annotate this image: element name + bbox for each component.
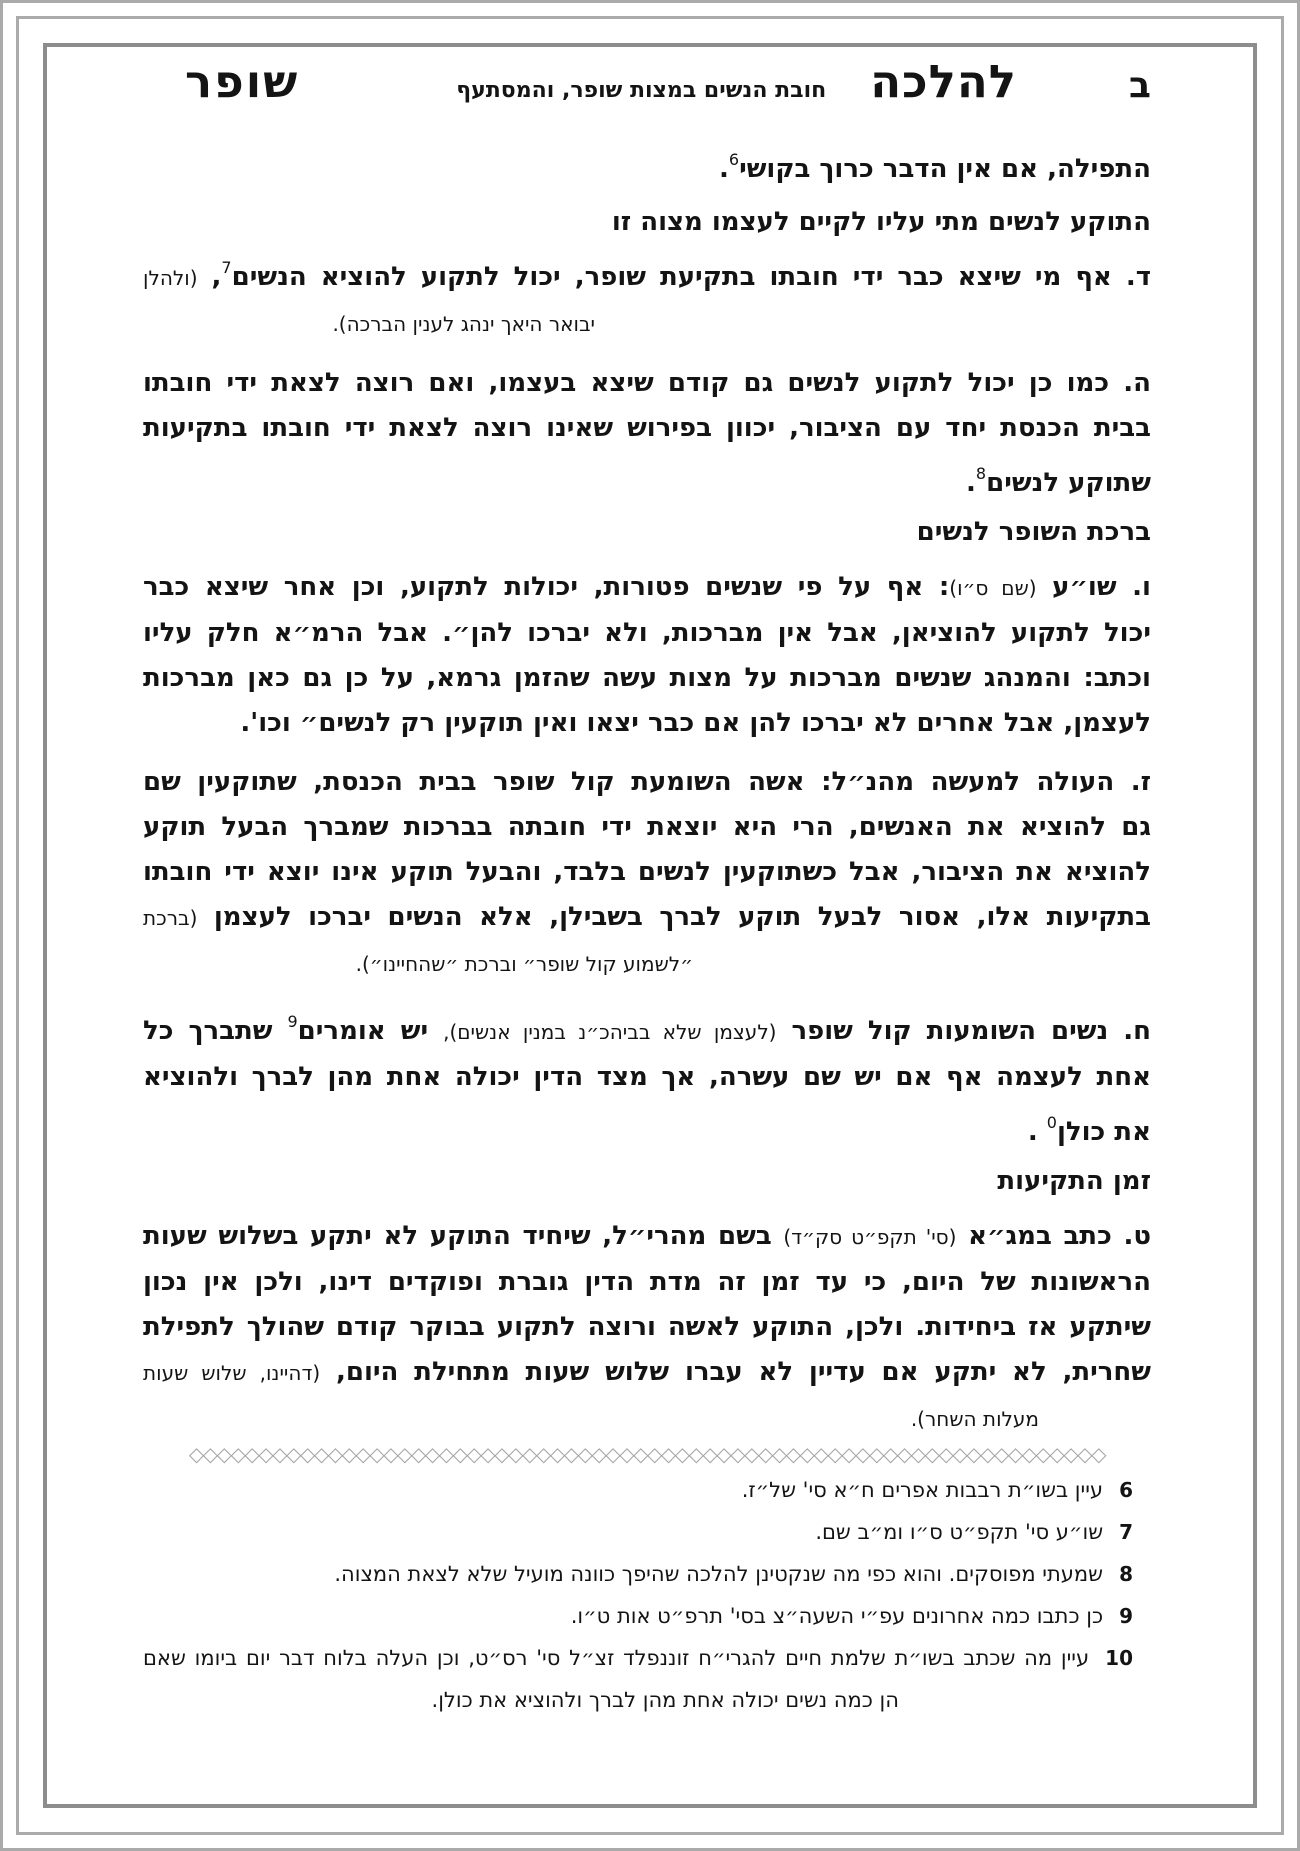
- text-segment-sup: 9: [287, 1012, 298, 1031]
- text-segment-fn: כן כתבו כמה אחרונים עפ״י השעה״צ בסי' תרפ״ט אות ט״ו.: [570, 1604, 1104, 1628]
- text-segment-fnnum: 8: [1119, 1562, 1133, 1586]
- footnotes-section: [143, 1439, 1151, 1721]
- para-he: [143, 361, 1151, 506]
- text-segment-sup: 8: [975, 464, 987, 483]
- text-segment-main: בשם מהרי״ל, שיחיד התוקע לא יתקע בשלוש שעות: [143, 1221, 784, 1251]
- main-text-column: [143, 137, 1151, 1442]
- para-vav-line-2: [143, 611, 1151, 656]
- text-segment-sup: 7: [221, 258, 232, 277]
- para-zayin: [143, 760, 1151, 987]
- text-segment-main: : אף על פי שנשים פטורות, יכולות לתקוע, וכן אחר שיצא כבר: [143, 572, 950, 602]
- para-vav-line-3: [143, 656, 1151, 701]
- heading-tokea-text: התוקע לנשים מתי עליו לקיים לעצמו מצוה זו: [611, 207, 1151, 237]
- text-segment-main: יכול לתקוע להוציאן, אבל אין מברכות, ולא יברכו להן״. אבל הרמ״א חלק עליו: [143, 618, 1151, 648]
- text-segment-main: .: [718, 154, 729, 184]
- text-segment-fnnum: 10: [1105, 1646, 1133, 1670]
- para-chet-line-3: [143, 1100, 1151, 1155]
- para-zayin-line-5: [143, 941, 1151, 987]
- text-segment-main: שתוקע לנשים: [986, 468, 1151, 498]
- text-segment-main: התפילה, אם אין הדבר כרוך בקושי: [739, 154, 1151, 184]
- text-segment-main: ט. כתב במג״א: [956, 1221, 1151, 1251]
- text-segment-main: לעצמן, אבל אחרים לא יברכו להן אם כבר יצאו ואין תוקעין רק לנשים״ וכו'.: [240, 708, 1151, 738]
- para-tet-line-4: [143, 1350, 1151, 1396]
- text-segment-main: ד. אף מי שיצא כבר ידי חובתו בתקיעת שופר, יכול לתקוע להוציא הנשים: [231, 262, 1152, 292]
- text-segment-rashi: מעלות השחר).: [910, 1407, 1039, 1431]
- heading-zman: [143, 1159, 1151, 1204]
- para-chet: [143, 999, 1151, 1155]
- text-segment-main: וכתב: והמנהג שנשים מברכות על מצות עשה שהזמן גרמא, על כן גם כאן מברכות: [143, 663, 1151, 693]
- text-segment-fnnum: 6: [1119, 1478, 1133, 1502]
- para-zayin-line-2: [143, 805, 1151, 850]
- text-segment-fn: עיין מה שכתב בשו״ת שלמת חיים להגרי״ח זוננפלד זצ״ל סי' רס״ט, וכן העלה בלוח דבר יום ביומו שאם: [143, 1646, 1090, 1670]
- text-segment-sup: 0: [1046, 1113, 1057, 1132]
- text-segment-fn: עיין בשו״ת רבבות אפרים ח״א סי' של״ז.: [741, 1478, 1104, 1502]
- footnote-8: [143, 1553, 1151, 1595]
- text-segment-rashi: יבואר היאך ינהג לענין הברכה).: [332, 312, 595, 336]
- text-segment-main: יש אומרים: [297, 1016, 444, 1046]
- text-segment-fnnum: 7: [1119, 1520, 1133, 1544]
- heading-birkat-text: ברכת השופר לנשים: [916, 517, 1151, 547]
- text-segment-main: בבית הכנסת יחד עם הציבור, יכוון בפירוש שאינו רוצה לצאת ידי חובתו בתקיעות: [143, 413, 1151, 443]
- text-segment-sup: 6: [728, 150, 740, 169]
- heading-tokea: [143, 200, 1151, 245]
- text-segment-fnnum: 9: [1119, 1604, 1133, 1628]
- para-tet-line-3: [143, 1305, 1151, 1350]
- footnote-9: [143, 1595, 1151, 1637]
- footnote-9-line-1: [143, 1595, 1151, 1637]
- para-he-line-1: [143, 361, 1151, 406]
- para-tet-line-1: [143, 1214, 1151, 1260]
- text-segment-rashi: ״לשמוע קול שופר״ וברכת ״שהחיינו״).: [355, 952, 693, 976]
- para-vav-line-4: [143, 701, 1151, 746]
- text-segment-main: אחת לעצמה אף אם יש שם עשרה, אך מצד הדין יכולה אחת מהן לברך ולהוציא: [143, 1062, 1151, 1092]
- text-segment-fn: הן כמה נשים יכולה אחת מהן לברך ולהוציא את כולן.: [431, 1688, 899, 1712]
- page-header: [143, 55, 1151, 108]
- text-segment-main: את כולן: [1056, 1117, 1151, 1147]
- heading-birkat: [143, 510, 1151, 555]
- text-segment-main: שיתקע אז ביחידות. ולכן, התוקע לאשה ורוצה לתקוע בבוקר קודם שהולך לתפילת: [143, 1312, 1151, 1342]
- para-tet-line-5: [143, 1396, 1151, 1442]
- text-segment-main: ח. נשים השומעות קול שופר: [776, 1016, 1151, 1046]
- footnotes-list: [143, 1469, 1151, 1721]
- running-head-shofar: שופר: [185, 55, 300, 108]
- page-number-letter: ב: [1129, 65, 1151, 106]
- text-segment-rashi: (שם ס״ו): [949, 576, 1037, 600]
- heading-zman-text: זמן התקיעות: [997, 1166, 1151, 1196]
- para-dalet-line-2: [143, 301, 1151, 347]
- text-segment-rashi: (סי' תקפ״ט סק״ד): [783, 1225, 957, 1249]
- footnote-10: [143, 1637, 1151, 1721]
- text-segment-main: שחרית, לא יתקע אם עדיין לא עברו שלוש שעות מתחילת היום,: [320, 1357, 1152, 1387]
- text-segment-main: .: [966, 468, 976, 498]
- text-segment-fn: שו״ע סי' תקפ״ט ס״ו ומ״ב שם.: [815, 1520, 1104, 1544]
- cont-prev-line-1: [143, 137, 1151, 192]
- diamond-divider: ◇◇◇◇◇◇◇◇◇◇◇◇◇◇◇◇◇◇◇◇◇◇◇◇◇◇◇◇◇◇◇◇◇◇◇◇◇◇◇◇◇◇◇◇◇◇◇◇◇◇◇◇◇◇◇◇◇◇◇◇◇◇◇◇◇◇: [188, 1442, 1106, 1466]
- cont-prev: [143, 137, 1151, 192]
- text-segment-main: הראשונות של היום, כי עד זמן זה מדת הדין גוברת ופוקדים דינו, ולכן אין נכון: [143, 1267, 1151, 1297]
- text-segment-rashi: (דהיינו, שלוש שעות: [143, 1361, 321, 1385]
- footnote-8-line-1: [143, 1553, 1151, 1595]
- para-zayin-line-4: [143, 895, 1151, 941]
- chapter-subtitle: חובת הנשים במצות שופר, והמסתעף: [456, 78, 827, 103]
- para-vav: [143, 565, 1151, 746]
- para-vav-line-1: [143, 565, 1151, 611]
- para-he-line-2: [143, 406, 1151, 451]
- para-tet-line-2: [143, 1260, 1151, 1305]
- para-zayin-line-1: [143, 760, 1151, 805]
- text-segment-main: ו. שו״ע: [1036, 572, 1151, 602]
- para-zayin-line-3: [143, 850, 1151, 895]
- para-chet-line-2: [143, 1055, 1151, 1100]
- para-dalet: [143, 245, 1151, 347]
- series-title: להלכה: [870, 55, 1018, 108]
- text-segment-main: ז. העולה למעשה מהנ״ל: אשה השומעת קול שופר בבית הכנסת, שתוקעין שם: [143, 767, 1151, 797]
- footnote-10-line-2: [143, 1679, 1151, 1721]
- text-segment-rashi: (ולהלן: [143, 266, 198, 290]
- text-segment-rashi: (לעצמן שלא בביהכ״נ במנין אנשים),: [443, 1020, 777, 1044]
- footnote-7-line-1: [143, 1511, 1151, 1553]
- text-segment-main: גם להוציא את האנשים, הרי היא יוצאת ידי חובתה בברכות שמברך הבעל תוקע: [143, 812, 1151, 842]
- footnote-6-line-1: [143, 1469, 1151, 1511]
- text-segment-main: להוציא את הציבור, אבל כשתוקעין לנשים בלבד, והבעל תוקע אינו יוצא ידי חובתו: [143, 857, 1151, 887]
- text-segment-main: ,: [197, 262, 222, 292]
- para-he-line-3: [143, 451, 1151, 506]
- footnote-6: [143, 1469, 1151, 1511]
- footnote-10-line-1: [143, 1637, 1151, 1679]
- footnote-7: [143, 1511, 1151, 1553]
- para-chet-line-1: [143, 999, 1151, 1055]
- text-segment-main: .: [1027, 1117, 1047, 1147]
- text-segment-main: שתברך כל: [143, 1016, 288, 1046]
- para-dalet-line-1: [143, 245, 1151, 301]
- text-segment-main: בתקיעות אלו, אסור לבעל תוקע לברך בשבילן, אלא הנשים יברכו לעצמן: [197, 902, 1151, 932]
- para-tet: [143, 1214, 1151, 1442]
- text-segment-fn: שמעתי מפוסקים. והוא כפי מה שנקטינן להלכה שהיפך כוונה מועיל שלא לצאת המצוה.: [334, 1562, 1104, 1586]
- text-segment-rashi: (ברכת: [143, 906, 198, 930]
- text-segment-main: ה. כמו כן יכול לתקוע לנשים גם קודם שיצא בעצמו, ואם רוצה לצאת ידי חובתו: [143, 368, 1151, 398]
